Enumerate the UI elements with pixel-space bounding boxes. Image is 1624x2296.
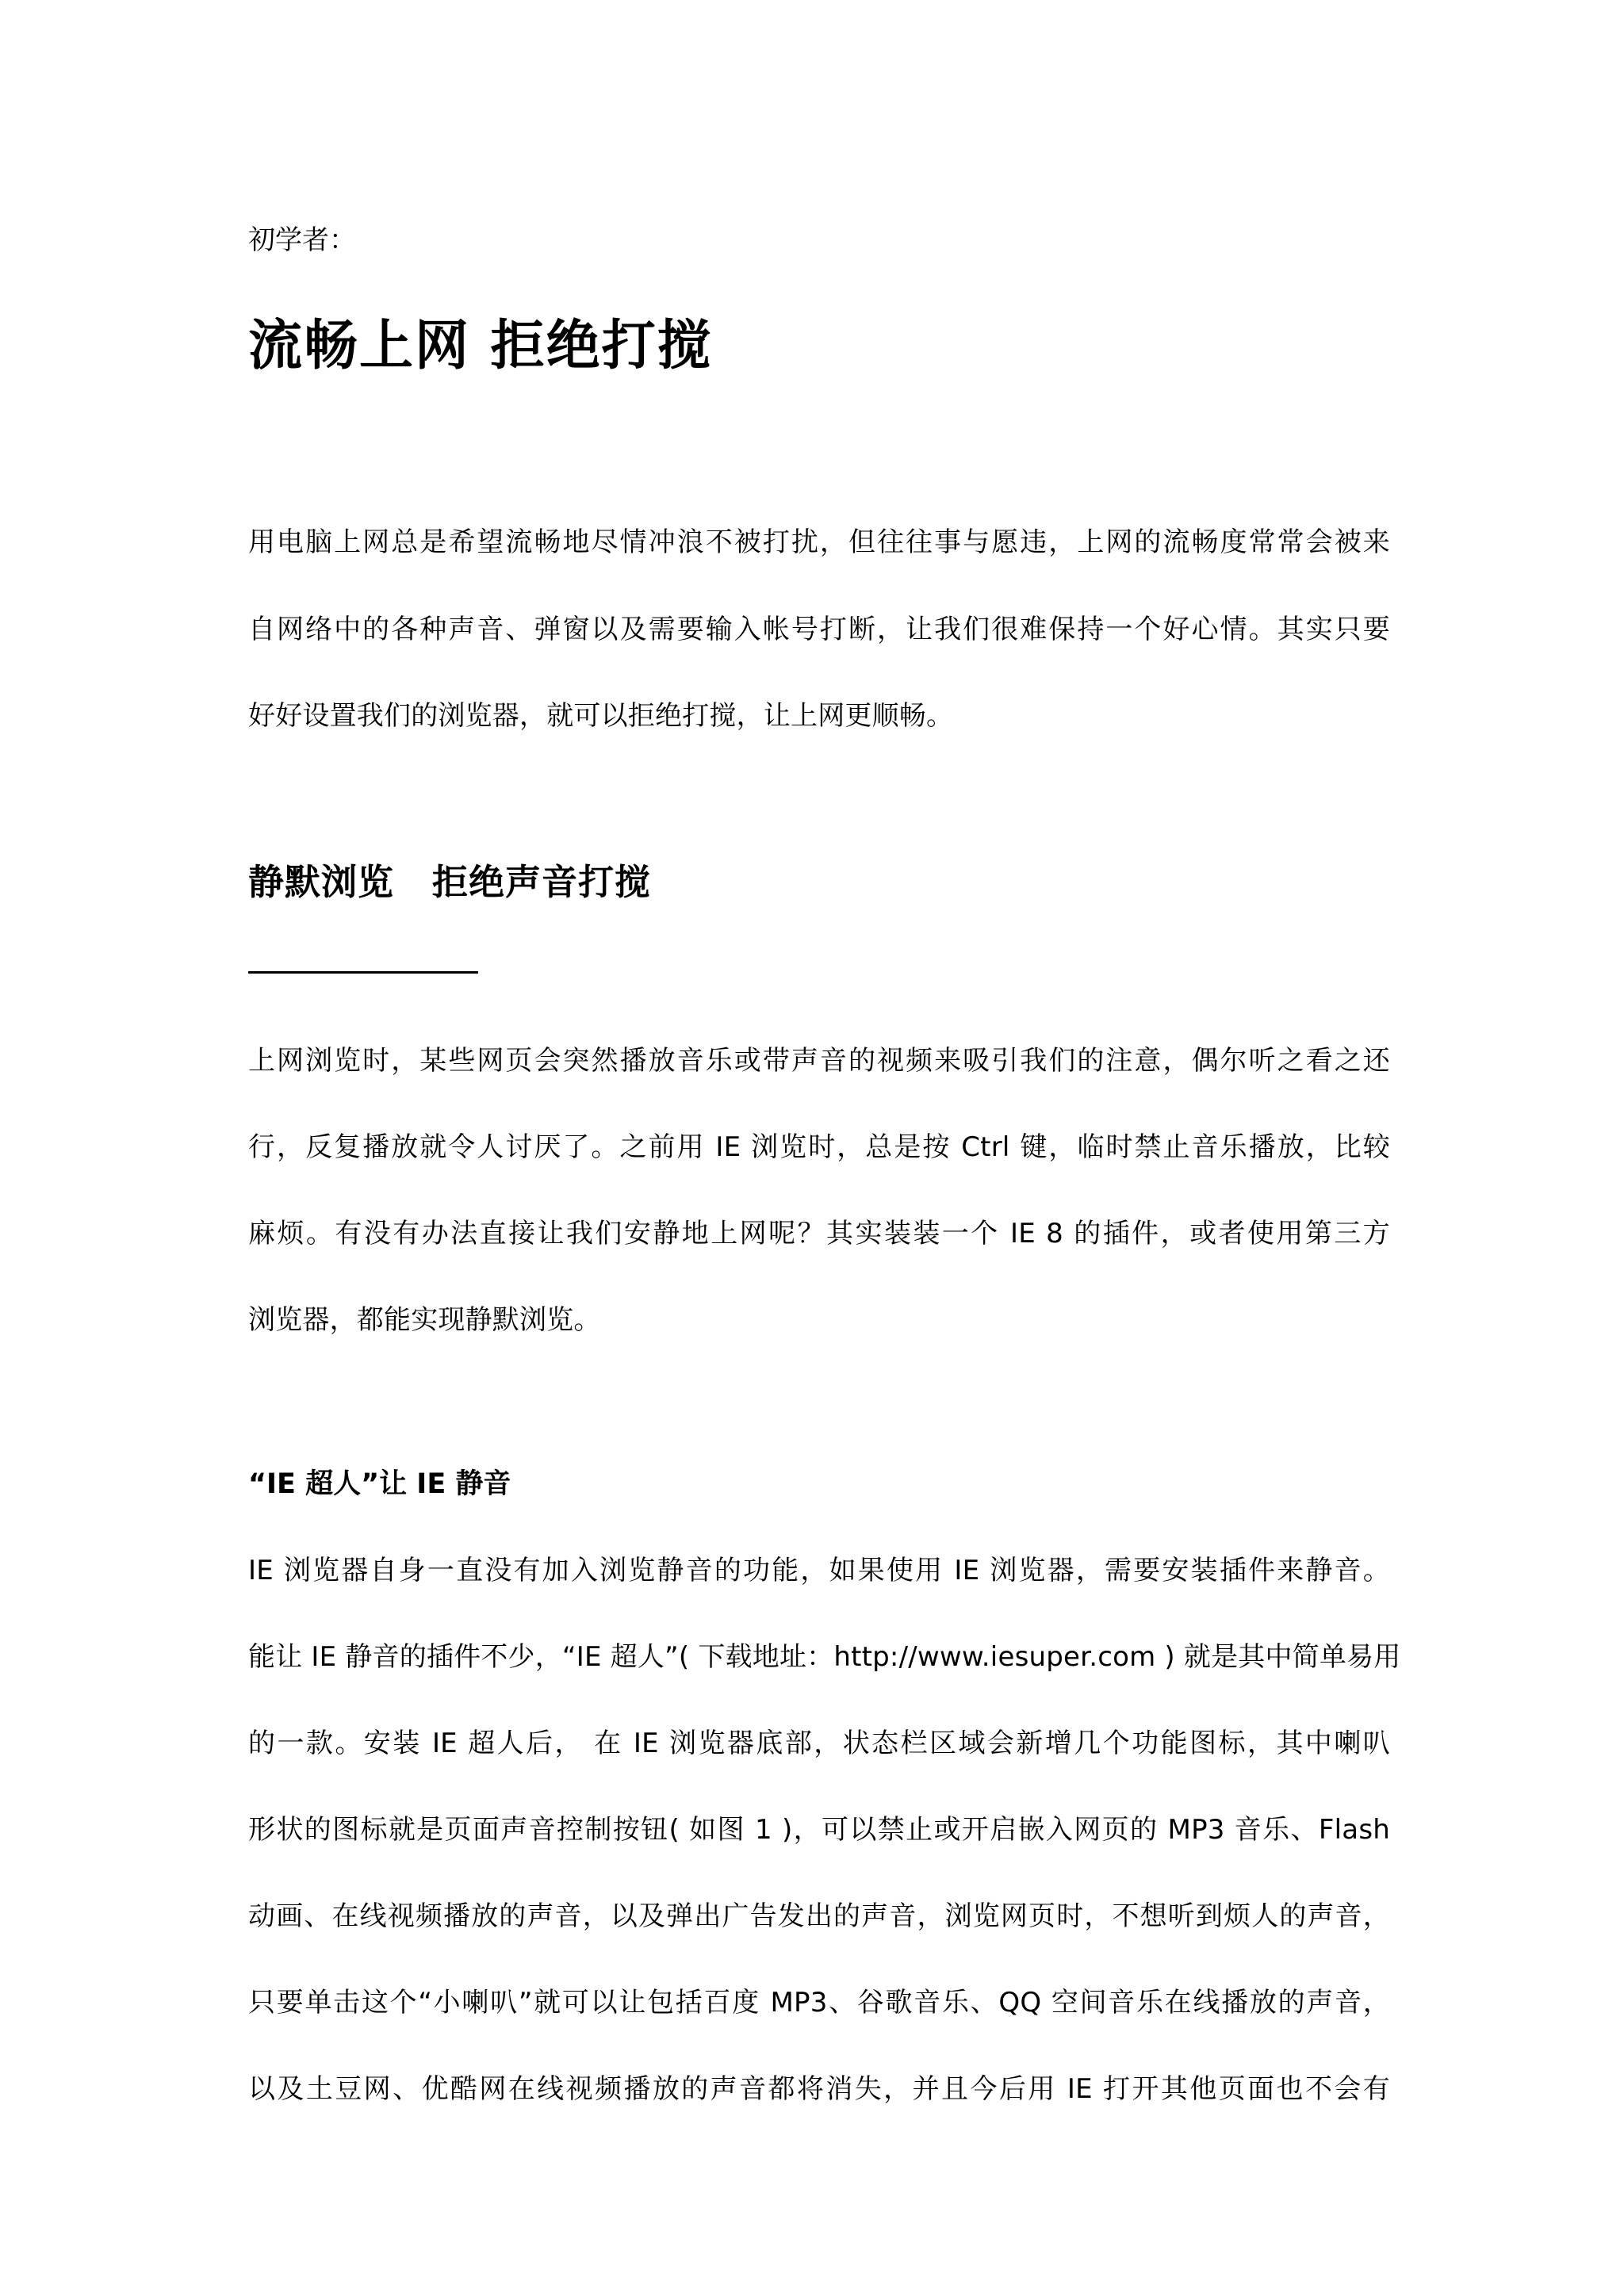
subsection-line-2: 能让 IE 静音的插件不少，“IE 超人”( 下载地址：http://www.iesuper.com ) 就是其中简单易用 [248,1641,1401,1673]
section-divider [248,971,478,974]
section-line-2: 行，反复播放就令人讨厌了。之前用 IE 浏览时，总是按 Ctrl 键，临时禁止音乐播放，比较 [248,1131,1390,1163]
subsection-line-6: 只要单击这个“小喇叭”就可以让包括百度 MP3、谷歌音乐、QQ 空间音乐在线播放的声音， [248,1987,1390,2019]
document-page [248,0,1401,2296]
subsection-line-4: 形状的图标就是页面声音控制按钮( 如图 1 )，可以禁止或开启嵌入网页的 MP3 音乐、Flash [248,1814,1390,1846]
section-heading-left: 静默浏览 [248,861,395,903]
intro-line-1: 用电脑上网总是希望流畅地尽情冲浪不被打扰，但往往事与愿违，上网的流畅度常常会被来 [248,526,1390,558]
section-line-1: 上网浏览时，某些网页会突然播放音乐或带声音的视频来吸引我们的注意，偶尔听之看之还 [248,1045,1390,1077]
section-line-3: 麻烦。有没有办法直接让我们安静地上网呢？其实装装一个 IE 8 的插件，或者使用第三方 [248,1218,1390,1249]
section-line-4: 浏览器，都能实现静默浏览。 [248,1304,601,1336]
section-heading-right: 拒绝声音打搅 [432,861,652,903]
intro-line-2: 自网络中的各种声音、弹窗以及需要输入帐号打断，让我们很难保持一个好心情。其实只要 [248,614,1390,645]
subsection-line-3: 的一款。安装 IE 超人后， 在 IE 浏览器底部，状态栏区域会新增几个功能图标，其中喇叭 [248,1728,1390,1759]
intro-line-3: 好好设置我们的浏览器，就可以拒绝打搅，让上网更顺畅。 [248,700,954,732]
subsection-heading: “IE 超人”让 IE 静音 [248,1468,511,1500]
section-heading [248,861,1390,904]
subsection-line-1: IE 浏览器自身一直没有加入浏览静音的功能，如果使用 IE 浏览器，需要安装插件来静音。 [248,1555,1390,1586]
subsection-line-7: 以及土豆网、优酷网在线视频播放的声音都将消失，并且今后用 IE 打开其他页面也不会有 [248,2073,1390,2105]
audience-label: 初学者： [248,224,356,256]
article-title: 流畅上网 拒绝打搅 [248,315,713,377]
subsection-line-5: 动画、在线视频播放的声音，以及弹出广告发出的声音，浏览网页时，不想听到烦人的声音， [248,1900,1390,1932]
